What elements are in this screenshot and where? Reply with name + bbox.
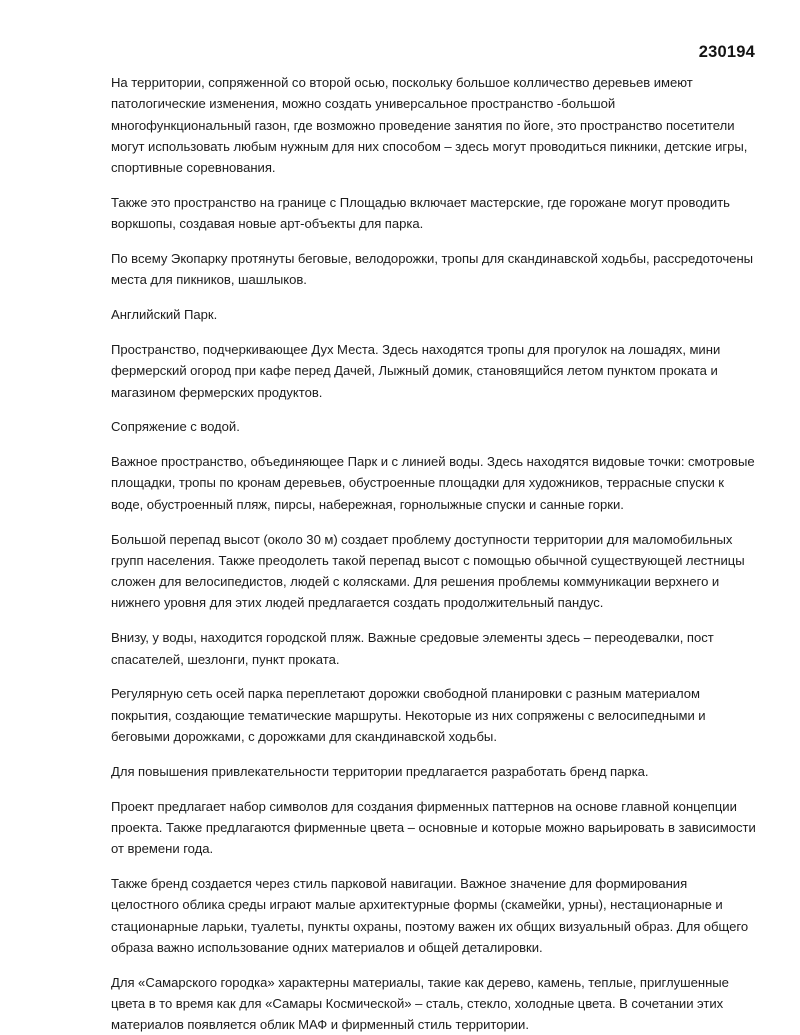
page-header: [111, 44, 755, 68]
paragraph: Внизу, у воды, находится городской пляж. Важные средовые элементы здесь – переодевалки, пост спасателей, шезлонги, пункт проката.: [111, 630, 714, 667]
paragraph: Важное пространство, объединяющее Парк и с линией воды. Здесь находятся видовые точки: смотровые площадки, тропы по кронам деревьев, обустроенные площадки для художников, террасные спуски к воде, обустроенный пляж, пирсы, набережная, горнолыжные спуски и санные горки.: [111, 454, 755, 512]
paragraph: Регулярную сеть осей парка переплетают дорожки свободной планировки с разным материалом покрытия, создающие тематические маршруты. Некоторые из них сопряжены с велосипедными и беговыми дорожками, с дорожками для скандинавской ходьбы.: [111, 686, 706, 744]
section-heading-english-park: Английский Парк.: [111, 307, 218, 323]
paragraph: Проект предлагает набор символов для создания фирменных паттернов на основе главной концепции проекта. Также предлагаются фирменные цвета – основные и которые можно варьировать в зависимости от времени года.: [111, 798, 756, 857]
paragraph: Также бренд создается через стиль парковой навигации. Важное значение для формирования целостного облика среды играют малые архитектурные формы (скамейки, урны), нестационарные и стационарные ларьки, туалеты, пункты охраны, поэтому важен их общих визуальный образ. Для общего образа важно использование одних материалов и общей деталировки.: [111, 875, 749, 955]
paragraph: Для повышения привлекательности территории предлагается разработать бренд парка.: [111, 763, 649, 779]
paragraph: Пространство, подчеркивающее Дух Места. Здесь находятся тропы для прогулок на лошадях, мини фермерский огород при кафе перед Дачей, Лыжный домик, становящийся летом пунктом проката и магазином фермерских продуктов.: [111, 341, 721, 400]
paragraph: По всему Экопарку протянуты беговые, велодорожки, тропы для скандинавской ходьбы, рассредоточены места для пикников, шашлыков.: [111, 251, 754, 288]
page-number: 230194: [698, 43, 755, 61]
section-heading-water-interface: Сопряжение с водой.: [111, 419, 240, 435]
paragraph: На территории, сопряженной со второй осью, поскольку большое колличество деревьев имеют патологические изменения, можно создать универсальное пространство -большой многофункциональный газон, где возможно проведение занятия по йоге, это пространство посетители могут использовать любым нужным для них способом – здесь могут проводиться пикники, детские игры, спортивные соревнования.: [111, 75, 748, 176]
document-text-body: [111, 72, 756, 1035]
paragraph: Также это пространство на границе с Площадью включает мастерские, где горожане могут проводить воркшопы, создавая новые арт-объекты для парка.: [111, 194, 730, 232]
paragraph: Для «Самарского городка» характерны материалы, такие как дерево, камень, теплые, приглушенные цвета в то время как для «Самары Космической» – сталь, стекло, холодные цвета. В сочетании этих материалов появляется облик МАФ и фирменный стиль территории.: [111, 974, 729, 1033]
paragraph: Большой перепад высот (около 30 м) создает проблему доступности территории для маломобильных групп населения. Также преодолеть такой перепад высот с помощью обычной существующей лестницы сложен для велосипедистов, людей с колясками. Для решения проблемы коммуникации верхнего и нижнего уровня для этих людей предлагается создать продолжительный пандус.: [111, 531, 745, 611]
